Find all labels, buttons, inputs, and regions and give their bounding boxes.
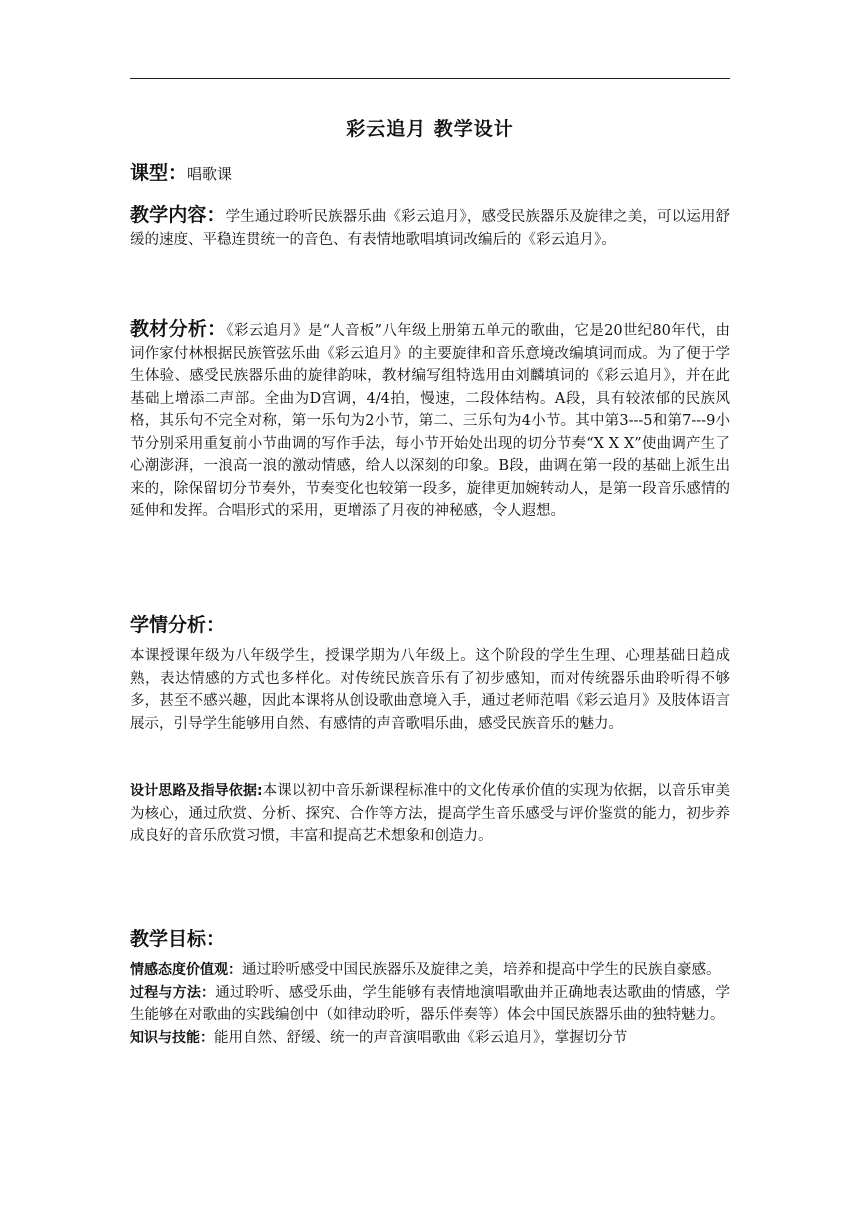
- material-analysis-section: [130, 318, 730, 523]
- course-type-value: 唱歌课: [187, 165, 233, 183]
- goal-emotion-label: 情感态度价值观：: [130, 962, 242, 978]
- teaching-content-label: 教学内容：: [130, 204, 226, 226]
- teaching-goals-label: 教学目标：: [130, 928, 226, 950]
- goal-knowledge-text: 能用自然、舒缓、统一的声音演唱歌曲《彩云追月》，掌握切分节: [214, 1029, 628, 1046]
- goal-process-text: 通过聆听、感受乐曲，学生能够有表情地演唱歌曲并正确地表达歌曲的情感，学生能够在对歌曲的实践编创中（如律动聆听，器乐伴奏等）体会中国民族器乐曲的独特魅力。: [130, 984, 731, 1023]
- goal-emotion-text: 通过聆听感受中国民族器乐及旋律之美，培养和提高中学生的民族自豪感。: [242, 962, 721, 978]
- header-rule: [130, 78, 730, 79]
- goal-process-label: 过程与方法：: [130, 984, 216, 1001]
- goal-knowledge-label: 知识与技能：: [130, 1029, 214, 1046]
- design-basis-section: [130, 780, 730, 848]
- teaching-content-text: 学生通过聆听民族器乐曲《彩云追月》，感受民族器乐及旋律之美，可以运用舒缓的速度、平稳连贯统一的音色、有表情地歌唱填词改编后的《彩云追月》。: [130, 209, 730, 248]
- goal-item-process: [130, 982, 730, 1027]
- learner-analysis-text: 本课授课年级为八年级学生，授课学期为八年级上。这个阶段的学生生理、心理基础日趋成熟，表达情感的方式也多样化。对传统民族音乐有了初步感知，而对传统器乐曲聆听得不够多，甚至不感兴趣，因此本课将从创设歌曲意境入手，通过老师范唱《彩云追月》及肢体语言展示，引导学生能够用自然、有感情的声音歌唱乐曲，感受民族音乐的魅力。: [130, 648, 730, 732]
- learner-analysis-section: [130, 610, 730, 735]
- goal-item-emotion: [130, 959, 730, 982]
- teaching-content-section: [130, 204, 730, 251]
- learner-analysis-label: 学情分析：: [130, 614, 226, 636]
- course-type-section: [130, 158, 730, 186]
- course-type-label: 课型：: [130, 162, 188, 184]
- page-title: 彩云追月 教学设计: [346, 118, 514, 140]
- goal-item-knowledge: [130, 1027, 730, 1050]
- design-basis-label: 设计思路及指导依据:: [130, 783, 263, 799]
- teaching-goals-section: [130, 924, 730, 1049]
- design-basis-text: 本课以初中音乐新课程标准中的文化传承价值的实现为依据，以音乐审美为核心，通过欣赏、分析、探究、合作等方法，提高学生音乐感受与评价鉴赏的能力，初步养成良好的音乐欣赏习惯，丰富和提高艺术想象和创造力。: [130, 783, 730, 844]
- material-analysis-label: 教材分析：: [130, 318, 227, 340]
- material-analysis-text: 《彩云追月》是“人音板”八年级上册第五单元的歌曲，它是20世纪80年代，由词作家付林根据民族管弦乐曲《彩云追月》的主要旋律和音乐意境改编填词而成。为了便于学生体验、感受民族器乐曲的旋律韵味，教材编写组特选用由刘麟填词的《彩云追月》，并在此基础上增添二声部。全曲为D宫调，4/4拍，慢速，二段体结构。A段，具有较浓郁的民族风格，其乐句不完全对称，第一乐句为2小节，第二、三乐句为4小节。其中第3---5和第7---9小节分别采用重复前小节曲调的写作手法，每小节开始处出现的切分节奏“X X X”使曲调产生了心潮澎湃，一浪高一浪的激动情感，给人以深刻的印象。B段，曲调在第一段的基础上派生出来的，除保留切分节奏外，节奏变化也较第一段多，旋律更加婉转动人，是第一段音乐感情的延伸和发挥。合唱形式的采用，更增添了月夜的神秘感，令人遐想。: [130, 323, 730, 519]
